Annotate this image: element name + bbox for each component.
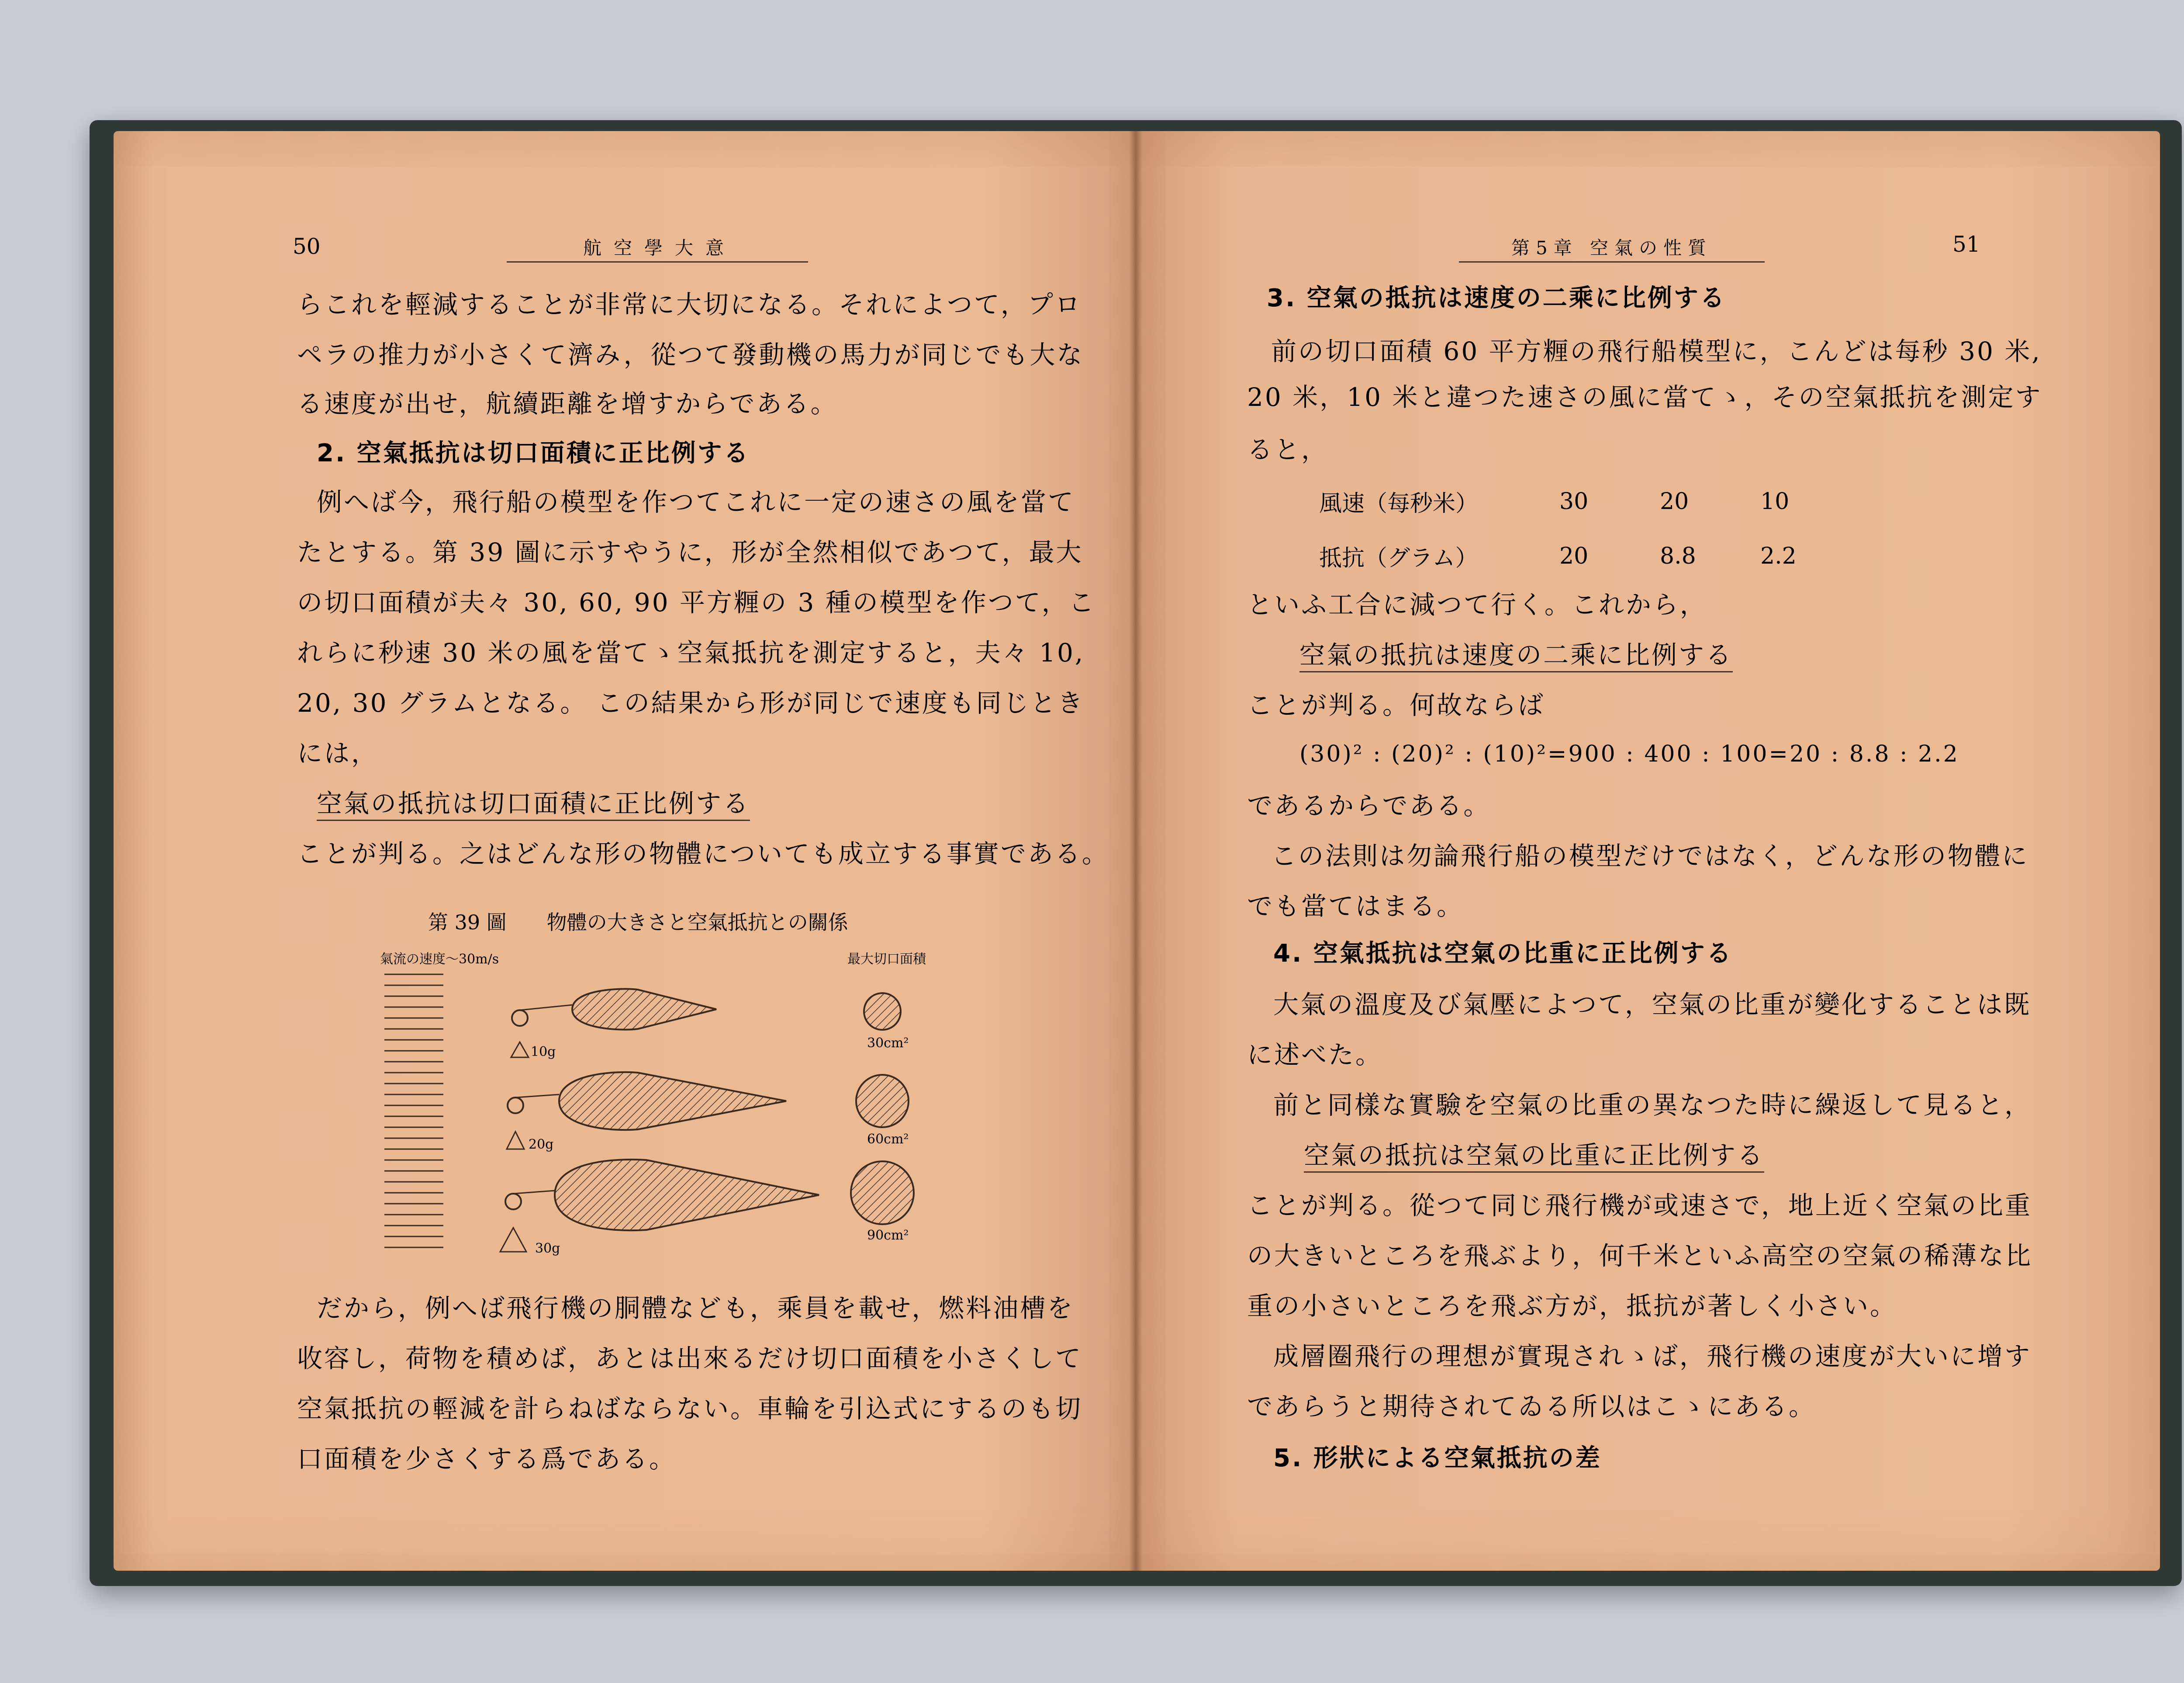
right-para5-line1: この法則は勿論飛行船の模型だけではなく，どんな形の物體に	[1271, 841, 2029, 871]
right-para6-line3: 前と同樣な實驗を空氣の比重の異なつた時に繰返して見ると，	[1273, 1090, 2032, 1120]
right-para7-line3: 重の小さいところを飛ぶ方が，抵抗が著しく小さい。	[1247, 1291, 1897, 1321]
airship-model-small	[572, 989, 716, 1029]
section-5-heading: 5. 形狀による空氣抵抗の差	[1273, 1444, 1602, 1472]
table-cell: 20	[1660, 488, 1689, 515]
right-header-rule	[1459, 261, 1765, 263]
area-label-60: 60cm²	[867, 1132, 909, 1147]
law-speed-squared: 空氣の抵抗は速度の二乘に比例する	[1299, 642, 1733, 672]
right-para1-line1: 前の切口面積 60 平方糎の飛行船模型に，こんどは每秒 30 米,	[1271, 336, 2042, 366]
right-para2: といふ工合に減つて行く。これから，	[1247, 590, 1707, 620]
area-label-30: 30cm²	[867, 1035, 909, 1051]
max-section-label: 最大切口面積	[847, 952, 926, 967]
law-area-proportional: 空氣の抵抗は切口面積に正比例する	[317, 791, 750, 821]
table-cell: 10	[1760, 488, 1790, 515]
figure-39-caption: 第 39 圖 物體の大きさと空氣抵抗との關係	[428, 911, 848, 934]
weight-label-10g: 10g	[531, 1044, 556, 1060]
table-cell: 30	[1559, 488, 1589, 515]
weight-pan-30g	[500, 1228, 526, 1252]
left-para1-line2: ペラの推力が小さくて濟み，從つて發動機の馬力が同じでも大な	[297, 340, 1084, 370]
flow-speed-label: 氣流の速度～30m/s	[380, 952, 499, 967]
section-3-heading: 3. 空氣の抵抗は速度の二乘に比例する	[1267, 284, 1726, 312]
right-para1-line3: ると，	[1247, 435, 1329, 464]
airflow-arrows	[384, 974, 443, 1247]
right-para7-line4: 成層圈飛行の理想が實現されゝば，飛行機の速度が大いに增す	[1273, 1341, 2032, 1371]
area-label-90: 90cm²	[867, 1228, 909, 1243]
weight-label-30g: 30g	[535, 1241, 560, 1256]
right-para4: であるからである。	[1247, 791, 1491, 821]
airship-model-large	[555, 1160, 819, 1230]
left-running-head: 航空學大意	[583, 237, 736, 259]
section-4-heading: 4. 空氣抵抗は空氣の比重に正比例する	[1273, 939, 1733, 968]
law-density-proportional: 空氣の抵抗は空氣の比重に正比例する	[1304, 1143, 1764, 1173]
formula: (30)² : (20)² : (10)²=900 : 400 : 100=20 : 8.8 : 2.2	[1299, 741, 1959, 767]
wind-resistance-table	[1319, 485, 1848, 594]
table-row-wind-speed	[1319, 485, 1848, 540]
weight-pan-20g	[507, 1132, 524, 1149]
left-para2-line3: の切口面積が夫々 30, 60, 90 平方糎の 3 種の模型を作つて，こ	[297, 588, 1096, 617]
right-para7-line2: の大きいところを飛ぶより，何千米といふ高空の空氣の稀薄な比	[1247, 1241, 2033, 1271]
table-row-resistance	[1319, 540, 1848, 594]
table-cell: 20	[1559, 543, 1589, 569]
left-para1-line3: る速度が出せ，航續距離を增すからである。	[297, 389, 838, 419]
right-para1-line2: 20 米，10 米と違つた速さの風に當てゝ，その空氣抵抗を測定す	[1247, 382, 2042, 412]
right-page-number: 51	[1952, 232, 1980, 257]
left-page-number: 50	[293, 234, 321, 259]
book-gutter	[1129, 131, 1142, 1571]
weight-label-20g: 20g	[529, 1137, 554, 1152]
left-para3-line4: 口面積を少さくする爲である。	[297, 1444, 677, 1474]
section-circle-60	[856, 1075, 909, 1127]
left-para2-line5: 20, 30 グラムとなる。 この結果から形が同じで速度も同じとき	[297, 688, 1085, 718]
right-para7-line1: ことが判る。從つて同じ飛行機が或速さで，地上近く空氣の比重	[1247, 1191, 2032, 1220]
right-running-head: 第5章 空氣の性質	[1511, 237, 1713, 259]
left-para1-line1: らこれを輕減することが非常に大切になる。それによつて，プロ	[297, 290, 1082, 319]
table-row-label: 抵抗（グラム）	[1319, 545, 1478, 571]
left-para2-line1: 例へば今，飛行船の模型を作つてこれに一定の速さの風を當て	[317, 487, 1075, 517]
left-para3-line2: 收容し，荷物を積めば，あとは出來るだけ切口面積を小さくして	[297, 1344, 1083, 1373]
left-para2-line4: れらに秒速 30 米の風を當てゝ空氣抵抗を測定すると，夫々 10,	[297, 638, 1085, 668]
left-para2b: ことが判る。之はどんな形の物體についても成立する事實である。	[297, 839, 1109, 869]
table-row-label: 風速（每秒米）	[1319, 491, 1479, 517]
right-para3: ことが判る。何故ならば	[1247, 690, 1545, 720]
right-para7-line5: であらうと期待されてゐる所以はこゝにある。	[1247, 1392, 1816, 1421]
left-para2-line2: たとする。第 39 圖に示すやうに，形が全然相似であつて，最大	[297, 537, 1083, 567]
left-para2-line6: には，	[297, 738, 379, 768]
section-circle-30	[864, 993, 901, 1030]
left-header-rule	[507, 261, 808, 263]
section-circle-90	[851, 1161, 914, 1224]
left-para3-line1: だから，例へば飛行機の胴體なども，乘員を載せ，燃料油槽を	[317, 1293, 1075, 1323]
right-para6-line2: に述べた。	[1247, 1040, 1383, 1070]
figure-39	[367, 939, 970, 1280]
airship-model-medium	[559, 1072, 786, 1130]
table-cell: 2.2	[1760, 543, 1797, 569]
right-para5-line2: でも當てはまる。	[1247, 891, 1464, 921]
left-para3-line3: 空氣抵抗の輕減を計らねばならない。車輪を引込式にするのも切	[297, 1394, 1083, 1423]
table-cell: 8.8	[1660, 543, 1696, 569]
right-para6-line1: 大氣の溫度及び氣壓によつて，空氣の比重が變化することは既	[1273, 990, 2031, 1019]
weight-pan-10g	[511, 1042, 529, 1057]
section-2-heading: 2. 空氣抵抗は切口面積に正比例する	[317, 439, 750, 468]
